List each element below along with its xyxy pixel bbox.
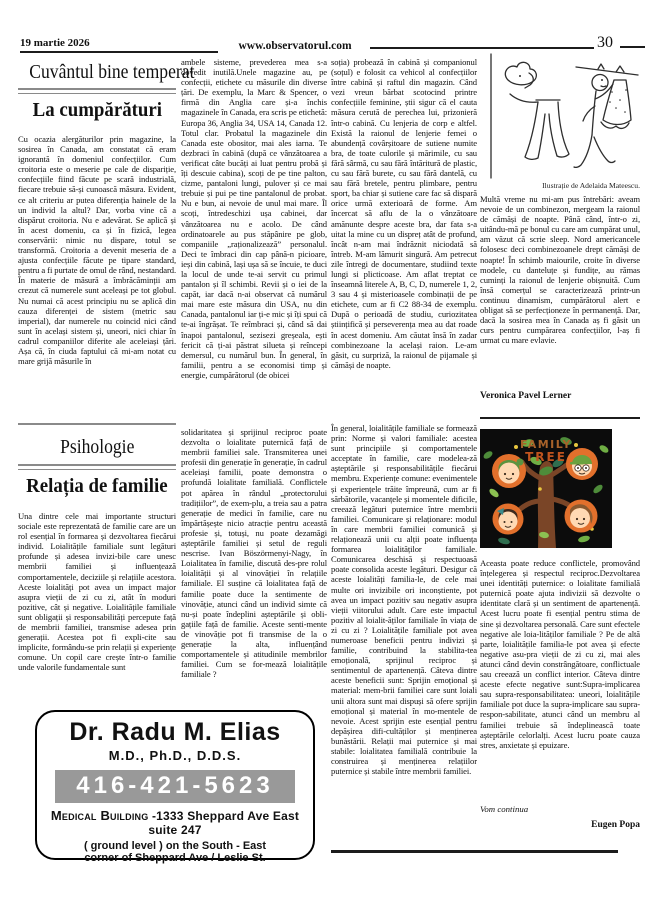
article2-col2-text: solidaritatea și sprijinul reciproc poate dezvolta o loialitate puternică față de membrii familiei sale. Transmiterea unei profesii din generație în generație, în cadrul aceleiași familii, poate demonstra o profundă loialitate familială. Conflictele pot apărea în rândul „protectorului tradițiilor”, de exem-plu, a treia sau a patra generație de medici în familie, care nu împărtășește nicio atracție pentru această profesie și, totuși, nu poate dezamăgi așteptările familiei și setul de reguli nescrise. Ivan Böszörmenyi-Nagy, în Loialitatea în familie, discută des-pre rolul loialității și al vinovăției în relațiile familiale. El susține că loialitatea față de familie poate duce la sentimente de vinovăție, atunci când un individ simte că nu-și poate îndeplini așteptările și obli-gațiile față de familie. Aceste senti-mente de vinovăție pot fi transmise de la o generație la alta, influențând comportamentele și atitudinile membrilor familiei. Cum se for-mează loialitățile familiale ? (181, 427, 327, 680)
ad-address-line1 (37, 808, 313, 837)
portrait-bottom-left (493, 504, 524, 535)
article1-headline-text: La cumpărături (32, 99, 162, 121)
ad-address-line3: corner of Sheppard Ave / Leslie St. (84, 852, 266, 864)
header-mid-rule (370, 47, 594, 49)
portrait-top-right (566, 448, 598, 480)
bottom-rule (331, 850, 618, 853)
section-title-psihologie (18, 436, 176, 459)
col4-separator-rule (480, 417, 640, 419)
section-rule-psihologie (18, 464, 176, 470)
family-tree-title-line2: TREE (525, 450, 567, 464)
to-be-continued-note: Vom continua (480, 804, 529, 814)
article1-col2-text: ambele sisteme, prevederea mea s-a dovedit inutilă.Unele magazine au, pe confecții, etichete cu măsurile din diverse țări. De exemplu, la Marc & Spencer, o firmă din Anglia care și-a închis magazinele în Canada, era scris pe etichetă: Europa 36, Anglia 34, USA 14, Canada 12. Totul clar. Probatul la magazinele din Canada este obositor, mai ales iarna. Te dezbraci în cabină (după ce vânzătoarea a verificat câte bucăți ai luat pentru probă și îți descuie cabina), scoți de pe tine palton, cizme, pantaloni lungi, pulover și ce mai trebuie și pui pe tine pantalonul de probat. Nu e bun, ai nevoie de unul mai mare. Îl scoți, întredeschizi ușa cabinei, dar vânzătoarea nu e acolo. De când ordinatoarele au pus stăpânire pe glob, companiile „raționalizează” personalul. Deci te îmbraci din cap până-n picioare, ieși din cabină, lași ușa să se încuie, te duci la locul de unde te-ai servit cu primul pantalon și îl schimbi. Revii și o iei de la capăt, iar dacă n-ai observat că numărul mai mare este măsura din USA, nu din Canada, pantalonul iar ți-e mic și îți spui că te-ai îngrășat. Te reîmbraci și, când să dai înapoi pantalonul, sezisezi greșeala, ești fericit că ți-ai păstrat silueta și reîncepi demersul, cu numărul bun. În general, în familii, pentru a se economisi timp și energie, cumpărătorul (de obicei (181, 57, 327, 380)
section-rule-cuvantul (18, 88, 176, 94)
article1-col4-text: Multă vreme nu mi-am pus întrebări: aveam nevoie de un combinezon, mergeam la raionul de cămăși de noapte. Până când, într-o zi, uitându-mă pe bonul cu care am cumpărat unul, am văzut că scrie sleep. Nord americancele folosesc deci combinezoanele drept cămăși de noapte! În schimb maiourile, croite în diverse modele, cu danteluțe și fundițe, au rămas cuminți la raionul de lenjerie obișnuită. Cum însă comerțul se caracterizează printr-un continuu dinamism, cumpărătorul alert e obligat să se perfecționeze în permanență. Dar, dacă la sosirea mea în Canada aș fi găsit un curs pentru cumpărarea confecțiilor, l-aș fi urmat cu mare evlavie. (480, 194, 640, 346)
article2-col1-text: Una dintre cele mai importante structuri sociale este reprezentată de familie care are un rol esențial în formarea și dezvoltarea fiecărui individ. Loialitățile familiale sunt legături profunde și adesea invizi-bile care unesc membrii familiei și influențează comportamentele, deciziile și relațiile acestora. Aceste loialități pot avea un impact major asupra vieții de zi cu zi, atât în moduri pozitive, cât și negative. Loialitățile familiale sunt obligații și responsabilități percepute față de membrii familiei, transmise adesea prin generații. Acestea pot fi expli-cite sau implicite, formându-se prin relații și experiențe comune. Un copil care crește într-o familie unde valorile fundamentale sunt (18, 511, 176, 673)
article1-col3-text: soția) probează în cabină și companionul (soțul) e folosit ca vehicol al confecțiilor între cabină și raftul din magazin. Când vezi vreun bărbat scotocind printre confecțiile feminine, știi sigur că el cauta măsura cerută de perechea lui, prizonieră într-o cabină. Cu lenjeria de corp e altfel. Există la raionul de lenjerie femei o abundență covârșitoare de sutiene numite bra, de toate culorile și mărimile, cu sau fără sârmă, cu sau fără întăritură de plastic, cu sau fără burete, cu sau fără dantelă, cu sau fără bretele, pentru plimbare, pentru sport, ba chiar și sutiene care fac să dispară orice urmă exterioară de forme. Am încercat să aflu de la o vânzătoare amănunte despre aceste bra, dar fata s-a uitat la mine cu un dispreț atât de profund, încât n-am mai îndrăznit niciodată să întreb. M-am lămurit singură. Am petrecut zile întregi de documentare, studiind texte lungi si plicticoase. Am aflat treptat ce înseamnă literele A, B, C, D, numerele 1, 2, 3 sau 4 și misterioasele combinații de pe etichete, cum ar fi C2 88-34 de exemplu. După o perioadă de studiu, curiozitatea științifică și perseverența mea au dat roade în acest domeniu. Am căutat însă în zadar combinezoane la același raion. Le-am găsit, cu surpriză, la raionul de pijamale și cămăși de noapte. (331, 57, 477, 370)
header-end-rule (620, 46, 645, 48)
article2-col4-text: Aceasta poate reduce conflictele, promovând înțelegerea și respectul reciproc.Dezvoltarea unei identități puternice: o loialitate familială puternică poate ajuta indivizii să dezvolte o identitate clară și un sentiment de apartenență. Acest lucru poate fi esențial pentru stima de sine și dezvoltarea personală. Care sunt efectele negative ale loia-lităților familiale ? Pe de altă parte, loialitățile familia-le pot avea și efecte negative asu-pra vieții de zi cu zi, mai ales atunci când devin constrângătoare, conflictuale sau creează un conflict interior. Câteva dintre aceste efecte negative sunt:Supra-implicarea sau supra-responsabilitatea: uneori, loialitățile familiale pot duce la supra-implicare sau supra-respon-sabilitate, atunci când un membru al familiei trebuie să îndeplinească toate așteptările celorlalți. Acest lucru poate cauza stres, anxietate și epuizare. (480, 558, 640, 750)
ad-building-name: Medical Building (50, 808, 149, 823)
article1-headline (18, 99, 176, 122)
family-tree-illustration (480, 429, 612, 548)
section-title-psihologie-text: Psihologie (59, 436, 135, 458)
article2-col3-text: În general, loialitățile familiale se formează prin: Norme și valori familiale: acestea sunt principiile și comportamentele acceptate în familie, care modelea-ză așteptările și responsabilitățile fiecărui membru. Experiențe comune: evenimentele și experiențele trăite împreună, cum ar fi sărbătorile, vacanțele și momentele dificile, creează legături puternice între membrii familiei. Comunicare și relaționare: modul în care membrii familiei comunică și relaționează unii cu alții poate influența formarea loialităților familiale. Comunicarea deschisă și respectuoasă poate consolida aceste legături. Desigur că aceste loialități familia-le, de cele mai multe ori invizibile ori inconștiente, pot avea un impact pozitiv sau negativ asupra vieții viitorului adult. Care este impactul pozitiv al loialit-ăților familiale în viața de zi cu zi ? Loialitățile familiale pot avea numeroase beneficii pentru indivizi și familie, contribuind la stabilita-tea emoțională, sprijinul reciproc și sentimentul de apartenență. Câteva dintre aceste beneficii sunt: Sprijin emoțional și material: mem-brii familiei care sunt loiali unii altora sunt mai dispuși să ofere sprijin emoțional și material în mo-mentele de nevoie. Acest sprijin este esențial pentru depășirea difi-cultăților și menținerea bunăstării. Relații mai puternice și mai stabile: loialitatea familială contribuie la construirea și menținerea relațiilor puternice și stabile între membrii familiei. (331, 423, 477, 777)
shopping-sketch-illustration (480, 52, 640, 180)
article1-col1-text: Cu ocazia alergăturilor prin magazine, la sosirea în Canada, am constatat că eram ignorantă în domeniul confecțiilor. Cum croitoria este o meserie pe cale de dispariție, confecțiile fiind făcute pe scară industrială, fiecare trebuie să-și cunoască măsura. Evident, ce alt criteriu ar putea diferenția hainele de la un individ la altul? Dar, vorba vine că a dispărut croitoria. Nu e adevărat. Se aplică și în acest domeniu, ca și în fizică, legea conservării: nimic nu dispare, totul se transformă. Croitoria a devenit meseria de a ajusta confecțiile făcute pe tipare standard, pentru a fi purtate de omul de rând, nestandard. În materie de măsură a îmbrăcăminții am crezut că numerele sunt aceleași pe tot globul. Nu numai că acest principiu nu se aplică din cauza diferenței de sistem (metric sau imperial), dar numerele nu coincid nici când sunt în același sistem și, uneori, nici chiar în cadrul companiilor diferite ale aceleiași țări. Așa că, în ciuda faptului că mi-am notat cu mare grijă măsurile în (18, 134, 176, 367)
header-date-rule (20, 51, 218, 53)
advertisement-box (35, 710, 315, 864)
ad-phone-number: 416-421-5623 (55, 770, 295, 803)
header-site-url: www.observatorul.com (238, 40, 352, 52)
article2-headline (18, 475, 176, 498)
ad-address-rest: -1333 Sheppard Ave East suite 247 (148, 809, 300, 837)
section-title-cuvantul-text: Cuvântul bine temperat (29, 61, 195, 83)
section-separator-rule (18, 423, 176, 425)
article2-headline-text: Relația de familie (26, 475, 168, 497)
article1-author: Veronica Pavel Lerner (480, 391, 572, 401)
header-date: 19 martie 2026 (20, 37, 90, 49)
ad-address-line2: ( ground level ) on the South - East (83, 840, 267, 852)
illustration-caption: Ilustrație de Adelaida Mateescu. (542, 181, 640, 190)
section-title-cuvantul (18, 61, 195, 84)
portrait-top-left (492, 454, 526, 488)
portrait-bottom-right (565, 500, 598, 533)
ad-degrees: M.D., Ph.D., D.D.S. (108, 748, 242, 763)
family-tree-title-line1: FAMILY (519, 438, 573, 451)
article2-author: Eugen Popa (591, 820, 640, 830)
header-page-number: 30 (597, 34, 613, 51)
ad-doctor-name: Dr. Radu M. Elias (69, 718, 281, 746)
